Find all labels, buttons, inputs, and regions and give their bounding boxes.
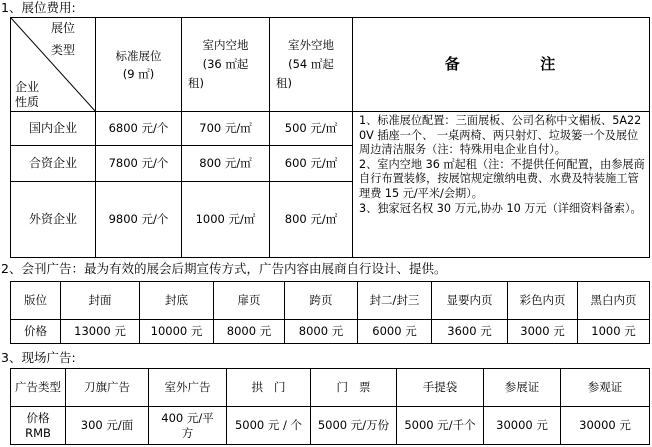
price-cell: 800 元/㎡ bbox=[270, 182, 353, 258]
ad-position-name: 显要内页 bbox=[432, 282, 508, 320]
notes-header: 备 注 bbox=[353, 18, 650, 112]
ad-price: 10000 元 bbox=[140, 320, 214, 344]
ad-price: 8000 元 bbox=[285, 320, 358, 344]
corner-top-label: 展位 bbox=[51, 21, 76, 35]
price-cell: 500 元/㎡ bbox=[270, 112, 353, 146]
ad-price: 6000 元 bbox=[358, 320, 432, 344]
price-cell: 9800 元/个 bbox=[96, 182, 182, 258]
header-indoor-space: 室内空地 (36 ㎡起 租) bbox=[182, 18, 270, 112]
ad-position-name: 封二/封三 bbox=[358, 282, 432, 320]
price-cell: 6800 元/个 bbox=[96, 112, 182, 146]
ad-position-name: 封面 bbox=[61, 282, 140, 320]
ad-position-name: 黑白内页 bbox=[578, 282, 650, 320]
row-label-price-rmb: 价格 RMB bbox=[11, 407, 66, 445]
section-title-booth-fees: 1、展位费用: bbox=[1, 0, 76, 15]
onsite-ad-price: 5000 元 / 个 bbox=[227, 407, 311, 445]
price-cell: 700 元/㎡ bbox=[182, 112, 270, 146]
onsite-ad-name: 刀旗广告 bbox=[66, 369, 149, 407]
corner-header-cell bbox=[11, 18, 96, 112]
row-label-price: 价格 bbox=[11, 320, 61, 344]
ad-price: 3000 元 bbox=[508, 320, 578, 344]
ad-position-name: 跨页 bbox=[285, 282, 358, 320]
price-cell: 1000 元/㎡ bbox=[182, 182, 270, 258]
corner-top-label-2: 类型 bbox=[51, 43, 76, 57]
row-label-foreign: 外资企业 bbox=[11, 182, 96, 258]
booth-fee-table bbox=[10, 17, 650, 258]
onsite-ad-name: 门 票 bbox=[311, 369, 397, 407]
onsite-ad-price: 400 元/平方 bbox=[149, 407, 227, 445]
note-3: 3、独家冠名权 30 万元,协办 10 万元（详细资料备索）。 bbox=[359, 201, 642, 215]
note-2: 2、室内空地 36 ㎡起租（注：不提供任何配置，由参展商自行布置装修，按展馆规定缴纳电费、水费及特装施工管理费 15 元/平米/会期）。 bbox=[359, 157, 645, 200]
price-cell: 600 元/㎡ bbox=[270, 146, 353, 182]
onsite-ad-name: 拱 门 bbox=[227, 369, 311, 407]
onsite-ad-name: 手提袋 bbox=[397, 369, 484, 407]
onsite-ad-name: 参观证 bbox=[561, 369, 650, 407]
ad-price: 3600 元 bbox=[432, 320, 508, 344]
row-label-joint-venture: 合资企业 bbox=[11, 146, 96, 182]
onsite-ad-price: 30000 元 bbox=[484, 407, 561, 445]
header-outdoor-space: 室外空地 (54 ㎡起 租) bbox=[270, 18, 353, 112]
price-cell: 800 元/㎡ bbox=[182, 146, 270, 182]
onsite-ad-name: 参展证 bbox=[484, 369, 561, 407]
onsite-ad-price: 30000 元 bbox=[561, 407, 650, 445]
row-label-position: 版位 bbox=[11, 282, 61, 320]
ad-price: 8000 元 bbox=[214, 320, 285, 344]
ad-position-name: 封底 bbox=[140, 282, 214, 320]
ad-position-name: 扉页 bbox=[214, 282, 285, 320]
ad-price: 13000 元 bbox=[61, 320, 140, 344]
row-label-ad-type: 广告类型 bbox=[11, 369, 66, 407]
price-cell: 7800 元/个 bbox=[96, 146, 182, 182]
corner-bottom-label-2: 性质 bbox=[15, 95, 40, 109]
note-1: 1、标准展位配置：三面展板、公司名称中文楣板、5A220V 插座一个、 一桌两椅、两只射灯、垃圾篓一个及展位周边清洁服务（注：特殊用电企业自付）。 bbox=[359, 114, 642, 157]
ad-position-name: 彩色内页 bbox=[508, 282, 578, 320]
ad-price: 1000 元 bbox=[578, 320, 650, 344]
onsite-ad-price: 5000 元/千个 bbox=[397, 407, 484, 445]
notes-cell bbox=[353, 112, 650, 258]
corner-bottom-label: 企业 bbox=[15, 80, 40, 94]
catalogue-ad-table bbox=[10, 281, 650, 344]
onsite-ad-price: 300 元/面 bbox=[66, 407, 149, 445]
header-standard-booth: 标准展位 (9 ㎡) bbox=[96, 18, 182, 112]
section-title-onsite-ads: 3、现场广告: bbox=[1, 350, 76, 365]
onsite-ad-name: 室外广告 bbox=[149, 369, 227, 407]
row-label-domestic: 国内企业 bbox=[11, 112, 96, 146]
section-title-catalogue-ads: 2、会刊广告：最为有效的展会后期宣传方式，广告内容由展商自行设计、提供。 bbox=[1, 261, 447, 276]
onsite-ad-table bbox=[10, 368, 650, 445]
onsite-ad-price: 5000 元/万份 bbox=[311, 407, 397, 445]
